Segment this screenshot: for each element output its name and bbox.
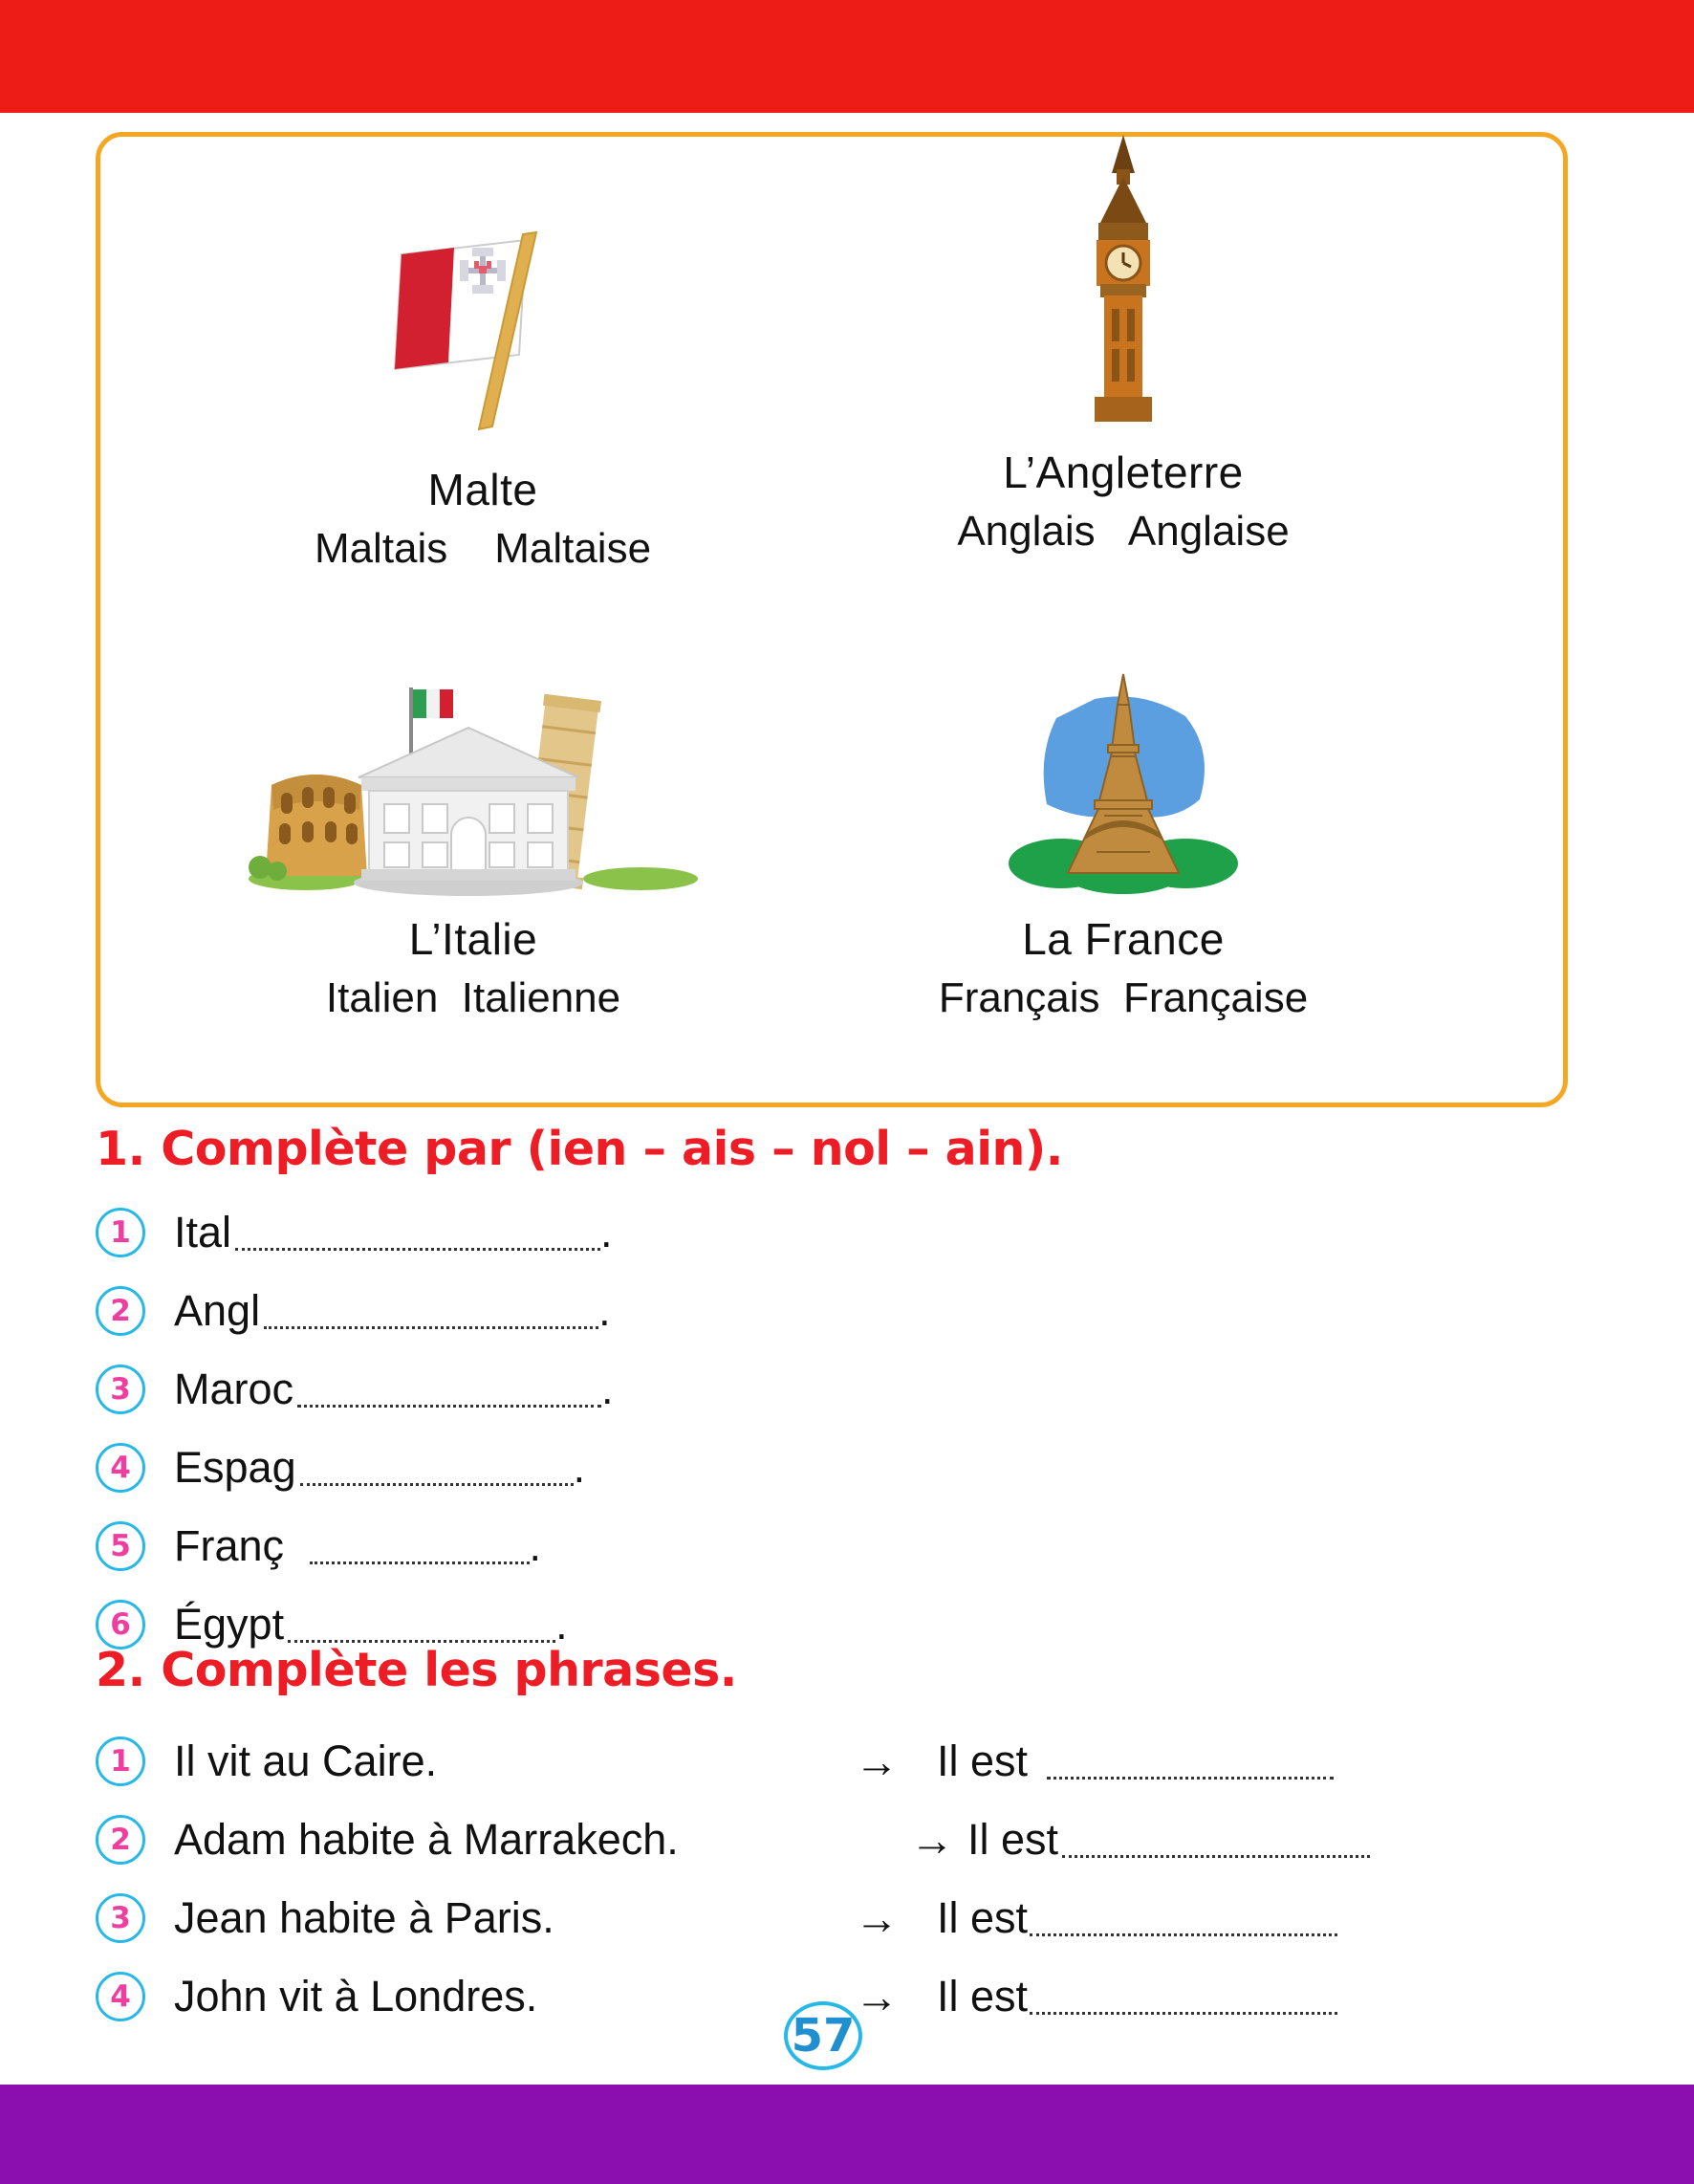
- answer-blank[interactable]: [1047, 1744, 1334, 1780]
- item-text: Jean habite à Paris.: [174, 1893, 554, 1942]
- item-text: John vit à Londres.: [174, 1972, 538, 2020]
- item-period: .: [573, 1443, 586, 1492]
- exercise-2-item-3: [96, 1889, 1337, 1948]
- item-text: Angl: [174, 1286, 261, 1335]
- item-number: 1: [96, 1736, 145, 1786]
- country-name: L’Italie: [408, 914, 538, 964]
- item-text: Maroc: [174, 1365, 294, 1413]
- item-period: .: [600, 1208, 613, 1256]
- arrow-icon: →: [855, 1736, 899, 1786]
- answer-blank[interactable]: [1030, 1979, 1337, 2015]
- country-card-france: [865, 613, 1381, 1022]
- country-card-angleterre: [856, 146, 1391, 556]
- item-text: Adam habite à Marrakech.: [174, 1815, 679, 1864]
- item-number: 2: [96, 1286, 145, 1336]
- exercise-1-item-3: [96, 1360, 614, 1419]
- italy-monuments-icon: [196, 613, 750, 900]
- item-period: .: [555, 1600, 568, 1649]
- item-text: Espag: [174, 1443, 296, 1492]
- exercise-1-title: 1. Complète par (ien – ais – nol – ain).: [96, 1122, 1063, 1176]
- answer-prefix: Il est: [937, 1736, 1029, 1785]
- country-name: Malte: [427, 465, 538, 514]
- exercise-2-item-1: [96, 1732, 1334, 1791]
- answer-blank[interactable]: [288, 1607, 555, 1643]
- big-ben-icon: [856, 146, 1391, 433]
- nationality-words: Anglais Anglaise: [957, 508, 1290, 555]
- country-card-italie: [196, 613, 750, 1022]
- item-number: 4: [96, 1972, 145, 2021]
- bottom-purple-band: [0, 2085, 1694, 2184]
- exercise-2-item-2: 2 Adam habite à Marrakech. → Il est: [96, 1810, 1370, 1869]
- exercise-2-title: 2. Complète les phrases.: [96, 1643, 737, 1697]
- answer-blank[interactable]: [264, 1294, 598, 1329]
- item-period: .: [601, 1365, 614, 1413]
- item-number: 6: [96, 1600, 145, 1649]
- arrow-icon: →: [855, 1893, 899, 1943]
- item-number: 4: [96, 1443, 145, 1493]
- answer-blank[interactable]: [1030, 1901, 1337, 1936]
- page-content: [0, 113, 1694, 2085]
- illustration-box: [96, 132, 1568, 1107]
- exercise-1-item-5: [96, 1517, 541, 1576]
- answer-blank[interactable]: [310, 1529, 530, 1564]
- eiffel-tower-icon: [865, 613, 1381, 900]
- arrow-icon: →: [855, 1972, 899, 2021]
- item-number: 2: [96, 1815, 145, 1865]
- item-text: Franç: [174, 1521, 296, 1570]
- answer-blank[interactable]: [1062, 1823, 1370, 1858]
- exercise-1-item-1: [96, 1203, 613, 1262]
- answer-blank[interactable]: [235, 1215, 600, 1251]
- item-number: 3: [96, 1893, 145, 1943]
- item-number: 3: [96, 1365, 145, 1414]
- item-text: Égypt: [174, 1600, 285, 1649]
- item-text: Il vit au Caire.: [174, 1736, 438, 1785]
- page-number: 57: [784, 2001, 862, 2070]
- answer-blank[interactable]: [300, 1451, 574, 1486]
- country-card-malte: [215, 164, 750, 573]
- item-period: .: [598, 1286, 611, 1335]
- answer-prefix: Il est: [967, 1815, 1059, 1864]
- nationality-words: Français Française: [938, 974, 1309, 1021]
- answer-prefix: Il est: [937, 1972, 1029, 2020]
- top-red-band: [0, 0, 1694, 113]
- item-period: .: [529, 1521, 542, 1570]
- item-text: Ital: [174, 1208, 232, 1256]
- exercise-1-item-4: [96, 1438, 585, 1497]
- nationality-words: Italien Italienne: [325, 974, 621, 1021]
- answer-blank[interactable]: [297, 1372, 601, 1408]
- nationality-words: Maltais Maltaise: [314, 525, 652, 572]
- country-name: La France: [1022, 914, 1225, 964]
- country-name: L’Angleterre: [1003, 448, 1244, 497]
- exercise-1-item-2: [96, 1281, 611, 1341]
- exercise-2-item-4: [96, 1967, 1337, 2026]
- item-number: 1: [96, 1208, 145, 1257]
- item-number: 5: [96, 1521, 145, 1571]
- malta-flag-icon: [215, 164, 750, 450]
- answer-prefix: Il est: [937, 1893, 1029, 1942]
